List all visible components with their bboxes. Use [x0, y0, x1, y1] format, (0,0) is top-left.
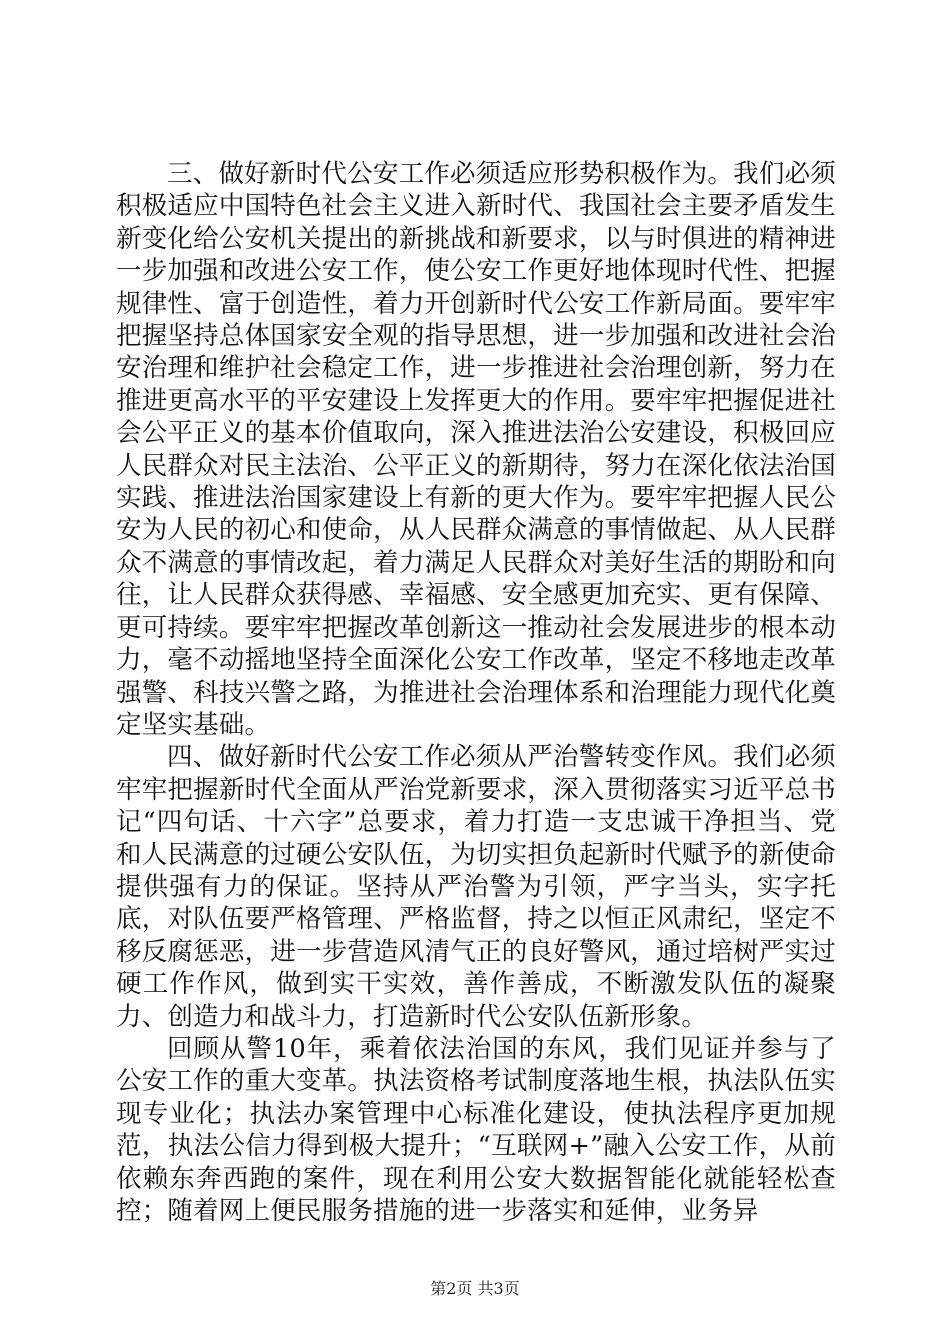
paragraph-section-three: 三、做好新时代公安工作必须适应形势积极作为。我们必须积极适应中国特色社会主义进入新时代、我国社会主要矛盾发生新变化给公安机关提出的新挑战和新要求，以与时俱进的精神进一步加强和改进公安工作，使公安工作更好地体现时代性、把握规律性、富于创造性，着力开创新时代公安工作新局面。要牢牢把握坚持总体国家安全观的指导思想，进一步加强和改进社会治安治理和维护社会稳定工作，进一步推进社会治理创新，努力在推进更高水平的平安建设上发挥更大的作用。要牢牢把握促进社会公平正义的基本价值取向，深入推进法治公安建设，积极回应人民群众对民主法治、公平正义的新期待，努力在深化依法治国实践、推进法治国家建设上有新的更大作为。要牢牢把握人民公安为人民的初心和使命，从人民群众满意的事情做起、从人民群众不满意的事情改起，着力满足人民群众对美好生活的期盼和向往，让人民群众获得感、幸福感、安全感更加充实、更有保障、更可持续。要牢牢把握改革创新这一推动社会发展进步的根本动力，毫不动摇地坚持全面深化公安工作改革，坚定不移地走改革强警、科技兴警之路，为推进社会治理体系和治理能力现代化奠定坚实基础。 [116, 159, 836, 740]
paragraph-review: 回顾从警10年，乘着依法治国的东风，我们见证并参与了公安工作的重大变革。执法资格考试制度落地生根，执法队伍实现专业化；执法办案管理中心标准化建设，使执法程序更加规范，执法公信力得到极大提升；“互联网+”融入公安工作，从前依赖东奔西跑的案件，现在利用公安大数据智能化就能轻松查控；随着网上便民服务措施的进一步落实和延伸，业务异 [116, 1033, 836, 1226]
paragraph-section-four: 四、做好新时代公安工作必须从严治警转变作风。我们必须牢牢把握新时代全面从严治党新要求，深入贯彻落实习近平总书记“四句话、十六字”总要求，着力打造一支忠诚干净担当、党和人民满意的过硬公安队伍，为切实担负起新时代赋予的新使命提供强有力的保证。坚持从严治警为引领，严字当头，实字托底，对队伍要严格管理、严格监督，持之以恒正风肃纪，坚定不移反腐惩恶，进一步营造风清气正的良好警风，通过培树严实过硬工作作风，做到实干实效，善作善成，不断激发队伍的凝聚力、创造力和战斗力，打造新时代公安队伍新形象。 [116, 742, 836, 1032]
document-body [116, 158, 836, 1227]
page-footer: 第2页 共3页 [430, 1279, 520, 1298]
